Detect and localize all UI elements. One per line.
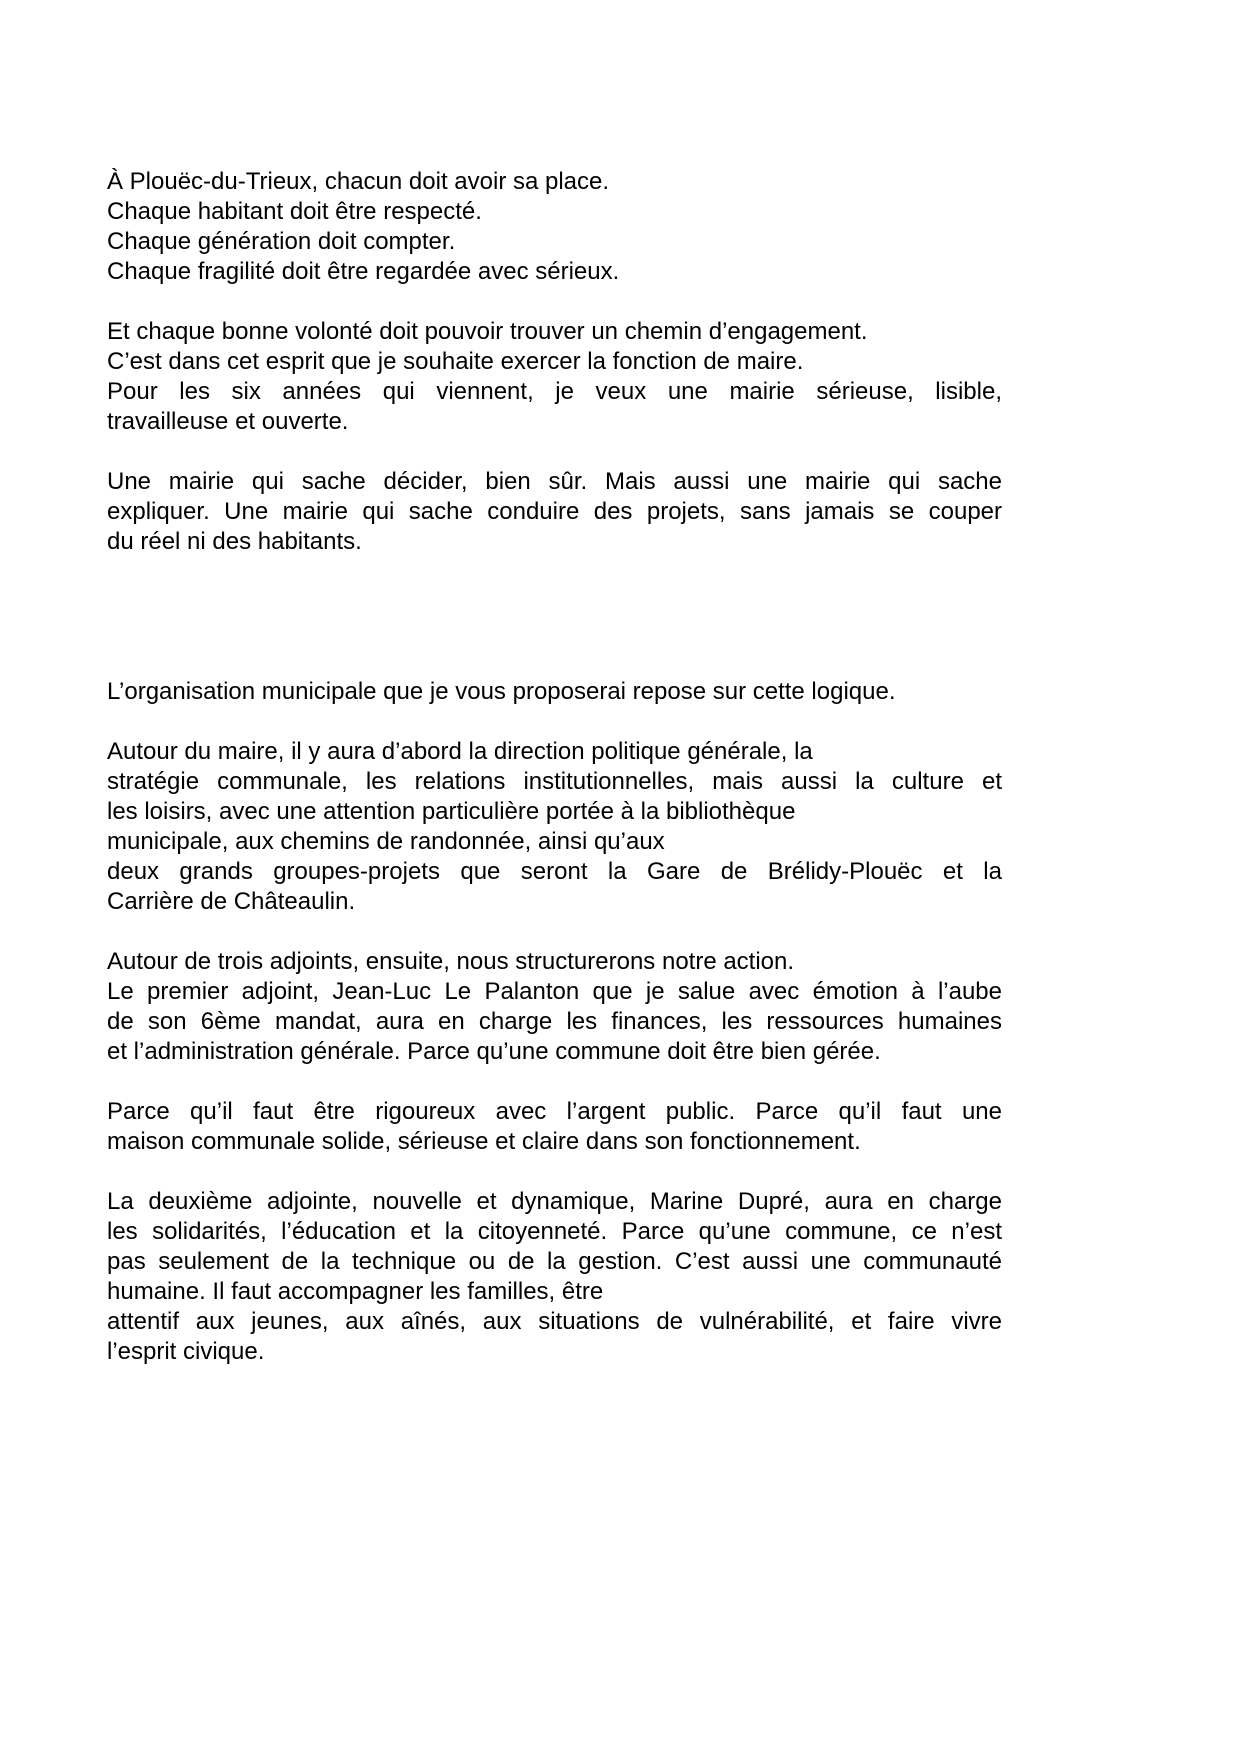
text-line: municipale, aux chemins de randonnée, ainsi qu’aux (107, 828, 665, 855)
text-line: stratégie communale, les relations institutionnelles, mais aussi la culture et (107, 768, 1002, 795)
text-line: Pour les six années qui viennent, je veux une mairie sérieuse, lisible, (107, 378, 1002, 405)
text-line: Autour du maire, il y aura d’abord la direction politique générale, la (107, 738, 813, 765)
text-line: attentif aux jeunes, aux aînés, aux situations de vulnérabilité, et faire vivre (107, 1308, 1002, 1335)
text-line: l’esprit civique. (107, 1338, 265, 1365)
text-line: Une mairie qui sache décider, bien sûr. Mais aussi une mairie qui sache (107, 468, 1002, 495)
text-line: Parce qu’il faut être rigoureux avec l’argent public. Parce qu’il faut une (107, 1098, 1002, 1125)
text-line: et l’administration générale. Parce qu’une commune doit être bien gérée. (107, 1038, 881, 1065)
text-line: Chaque fragilité doit être regardée avec sérieux. (107, 258, 620, 285)
text-line: Chaque habitant doit être respecté. (107, 198, 482, 225)
text-line: C’est dans cet esprit que je souhaite exercer la fonction de maire. (107, 348, 804, 375)
text-line: les loisirs, avec une attention particulière portée à la bibliothèque (107, 798, 796, 825)
text-line: Le premier adjoint, Jean-Luc Le Palanton que je salue avec émotion à l’aube (107, 978, 1002, 1005)
text-line: les solidarités, l’éducation et la citoyenneté. Parce qu’une commune, ce n’est (107, 1218, 1002, 1245)
text-line: maison communale solide, sérieuse et claire dans son fonctionnement. (107, 1128, 861, 1155)
text-line: Carrière de Châteaulin. (107, 888, 356, 915)
text-line: travailleuse et ouverte. (107, 408, 349, 435)
text-line: La deuxième adjointe, nouvelle et dynamique, Marine Dupré, aura en charge (107, 1188, 1002, 1215)
text-line: humaine. Il faut accompagner les familles, être (107, 1278, 604, 1305)
text-line: de son 6ème mandat, aura en charge les finances, les ressources humaines (107, 1008, 1002, 1035)
text-line: Et chaque bonne volonté doit pouvoir trouver un chemin d’engagement. (107, 318, 868, 345)
text-line: expliquer. Une mairie qui sache conduire des projets, sans jamais se couper (107, 498, 1002, 525)
text-line: À Plouëc-du-Trieux, chacun doit avoir sa place. (107, 168, 610, 195)
text-line: pas seulement de la technique ou de la gestion. C’est aussi une communauté (107, 1248, 1002, 1275)
text-line: deux grands groupes-projets que seront la Gare de Brélidy-Plouëc et la (107, 858, 1002, 885)
text-line: Autour de trois adjoints, ensuite, nous structurerons notre action. (107, 948, 795, 975)
text-line: Chaque génération doit compter. (107, 228, 456, 255)
text-line: du réel ni des habitants. (107, 528, 362, 555)
text-line: L’organisation municipale que je vous proposerai repose sur cette logique. (107, 678, 896, 705)
